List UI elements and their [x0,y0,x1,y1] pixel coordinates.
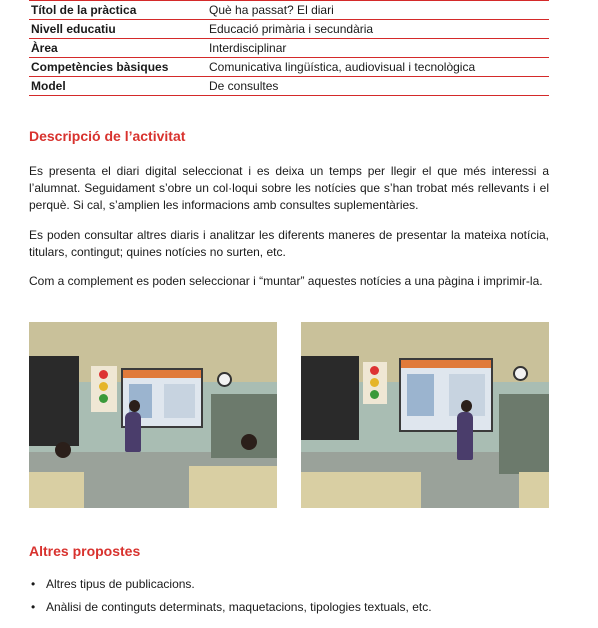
row-value: De consultes [207,77,549,96]
row-value: Educació primària i secundària [207,20,549,39]
description-heading: Descripció de l’activitat [29,128,186,144]
row-label: Nivell educatiu [29,20,207,39]
practice-info-table [29,0,549,96]
table-row [29,1,549,20]
bullet-icon: • [31,577,36,591]
description-paragraph: Es presenta el diari digital seleccionat i es deixa un temps per llegir el que més interessi a l’alumnat. Seguidament s’obre un col·loqui sobre les notícies que s’han trobat més rellevants i el perquè. Si cal, s’amplien les informacions amb consultes suplementàries. [29,164,549,212]
table-row [29,20,549,39]
row-value: Què ha passat? El diari [207,1,549,20]
row-value: Interdisciplinar [207,39,549,58]
other-proposals-heading: Altres propostes [29,543,141,559]
list-item [29,576,432,599]
list-item-text: Altres tipus de publicacions. [46,577,195,591]
table-row [29,39,549,58]
table-row [29,58,549,77]
table-row [29,77,549,96]
description-paragraph: Com a complement es poden seleccionar i “muntar” aquestes notícies a una pàgina i imprimir-la. [29,274,543,288]
list-item-text: Anàlisi de continguts determinats, maquetacions, tipologies textuals, etc. [46,600,432,614]
classroom-photo-right [301,322,549,508]
bullet-icon: • [31,600,36,614]
description-paragraph: Es poden consultar altres diaris i analitzar les diferents maneres de presentar la mateixa notícia, titulars, contingut; quines notícies no surten, etc. [29,228,549,259]
list-item [29,599,432,622]
row-label: Àrea [29,39,207,58]
row-label: Model [29,77,207,96]
row-label: Competències bàsiques [29,58,207,77]
row-label: Títol de la pràctica [29,1,207,20]
proposals-list [29,576,432,622]
classroom-photo-left [29,322,277,508]
row-value: Comunicativa lingüística, audiovisual i tecnològica [207,58,549,77]
